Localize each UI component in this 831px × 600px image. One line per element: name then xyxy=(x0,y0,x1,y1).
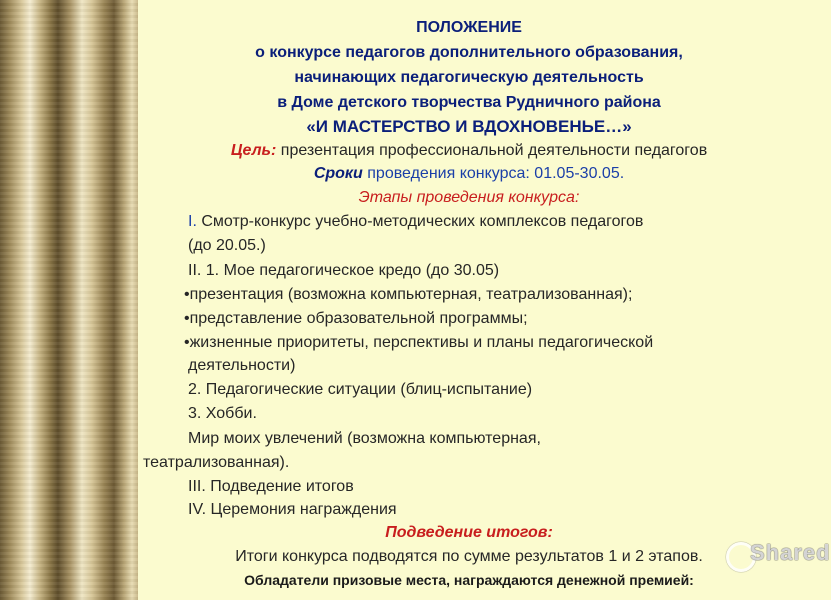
dates-line xyxy=(138,164,800,184)
winners-text: Обладатели призовые места, награждаются денежной премией: xyxy=(244,572,694,588)
subtitle-line-1: о конкурсе педагогов дополнительного образования, xyxy=(255,44,683,61)
subtitle-line-3: в Доме детского творчества Рудничного района xyxy=(277,94,661,111)
bullet-presentation: •презентация (возможна компьютерная, театрализованная); xyxy=(184,286,633,303)
decorative-side-panel xyxy=(0,0,138,600)
stage-3-line: III. Подведение итогов xyxy=(188,478,354,495)
bullet-program: •представление образовательной программы; xyxy=(184,310,528,327)
bullet-priorities: •жизненные приоритеты, перспективы и планы педагогической xyxy=(184,334,654,351)
stage-1-deadline: (до 20.05.) xyxy=(188,237,266,254)
stage-2-line: II. 1. Мое педагогическое кредо (до 30.05) xyxy=(188,262,500,279)
hobby-line-cont: театрализованная). xyxy=(143,454,290,471)
results-heading: Подведение итогов: xyxy=(385,524,553,541)
stage-2-item-2: 2. Педагогические ситуации (блиц-испытание) xyxy=(188,381,533,398)
document-page xyxy=(138,0,831,600)
results-text: Итоги конкурса подводятся по сумме результатов 1 и 2 этапов. xyxy=(235,548,703,565)
document-title: ПОЛОЖЕНИЕ xyxy=(416,19,522,36)
contest-motto: «И МАСТЕРСТВО И ВДОХНОВЕНЬЕ…» xyxy=(306,117,632,136)
dates-label: Сроки xyxy=(313,165,363,182)
stage-1-number: I. xyxy=(188,213,197,230)
stage-1-text: Смотр-конкурс учебно-методических комплексов педагогов xyxy=(196,213,644,230)
goal-label: Цель: xyxy=(230,142,277,159)
goal-text: презентация профессиональной деятельности педагогов xyxy=(276,142,708,159)
stage-4-line: IV. Церемония награждения xyxy=(188,501,397,518)
stages-heading: Этапы проведения конкурса: xyxy=(358,189,580,206)
dates-text: проведения конкурса: 01.05-30.05. xyxy=(362,165,625,182)
stage-1-line xyxy=(188,212,643,232)
goal-line xyxy=(138,141,800,161)
stage-2-item-3: 3. Хобби. xyxy=(188,405,257,422)
subtitle-line-2: начинающих педагогическую деятельность xyxy=(294,69,644,86)
bullet-priorities-cont: деятельности) xyxy=(188,357,296,374)
watermark-text: Shared xyxy=(750,540,831,565)
hobby-line: Мир моих увлечений (возможна компьютерная, xyxy=(188,430,541,447)
